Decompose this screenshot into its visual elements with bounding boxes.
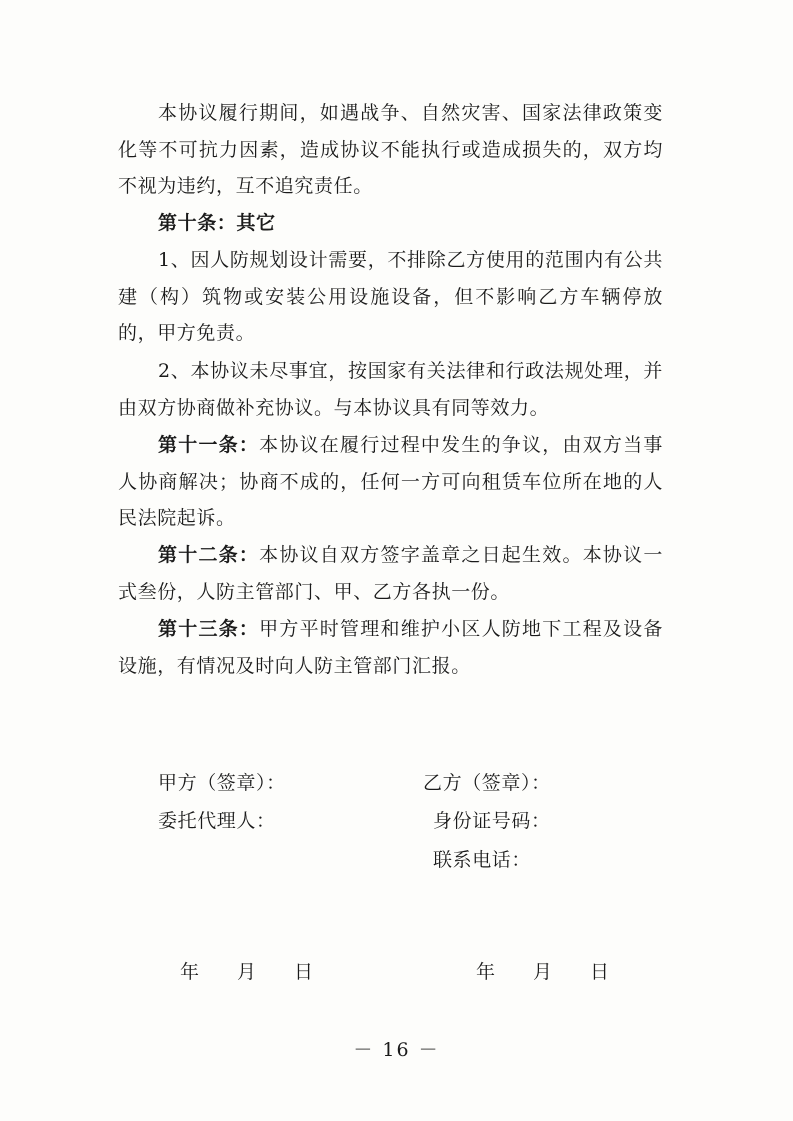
date-day-label: 日 (294, 961, 314, 983)
article11-text: 本协议在履行过程中发生的争议，由双方当事人协商解决；协商不成的，任何一方可向租赁车位所在地的人民法院起诉。 (118, 434, 663, 529)
article12-lead: 第十二条： (158, 544, 260, 566)
article10-heading: 第十条：其它 (158, 212, 276, 234)
article11-lead: 第十一条： (158, 434, 260, 456)
article13-paragraph (118, 611, 663, 684)
party-b-date-line (476, 957, 609, 984)
article13-lead: 第十三条： (158, 618, 260, 640)
party-b-signature-label: 乙方（签章）： (423, 772, 551, 794)
article10-item1: 1、因人防规划设计需要，不排除乙方使用的范围内有公共建（构）筑物或安装公用设施设备，但不影响乙方车辆停放的，甲方免责。 (118, 249, 663, 344)
article12-text: 本协议自双方签字盖章之日起生效。本协议一式叁份，人防主管部门、甲、乙方各执一份。 (118, 544, 663, 603)
date-year-label: 年 (180, 961, 200, 983)
article12-paragraph (118, 537, 663, 610)
party-b-id-label: 身份证号码： (433, 810, 551, 832)
date-day-label: 日 (590, 961, 610, 983)
party-a-signature-label: 甲方（签章）： (158, 772, 286, 794)
article10-item2: 2、本协议未尽事宜，按国家有关法律和行政法规处理，并由双方协商做补充协议。与本协议具有同等效力。 (118, 360, 663, 419)
party-b-phone-label: 联系电话： (433, 849, 532, 871)
article13-text: 甲方平时管理和维护小区人防地下工程及设备设施，有情况及时向人防主管部门汇报。 (118, 618, 663, 677)
party-a-agent-label: 委托代理人： (158, 810, 276, 832)
page-number: － 16 － (353, 1039, 440, 1061)
date-month-label: 月 (237, 961, 257, 983)
party-a-date-line (180, 957, 313, 984)
date-year-label: 年 (476, 961, 496, 983)
article11-paragraph (118, 427, 663, 537)
date-month-label: 月 (533, 961, 553, 983)
article9-closing-paragraph: 本协议履行期间，如遇战争、自然灾害、国家法律政策变化等不可抗力因素，造成协议不能执行或造成损失的，双方均不视为违约，互不追究责任。 (118, 102, 663, 197)
